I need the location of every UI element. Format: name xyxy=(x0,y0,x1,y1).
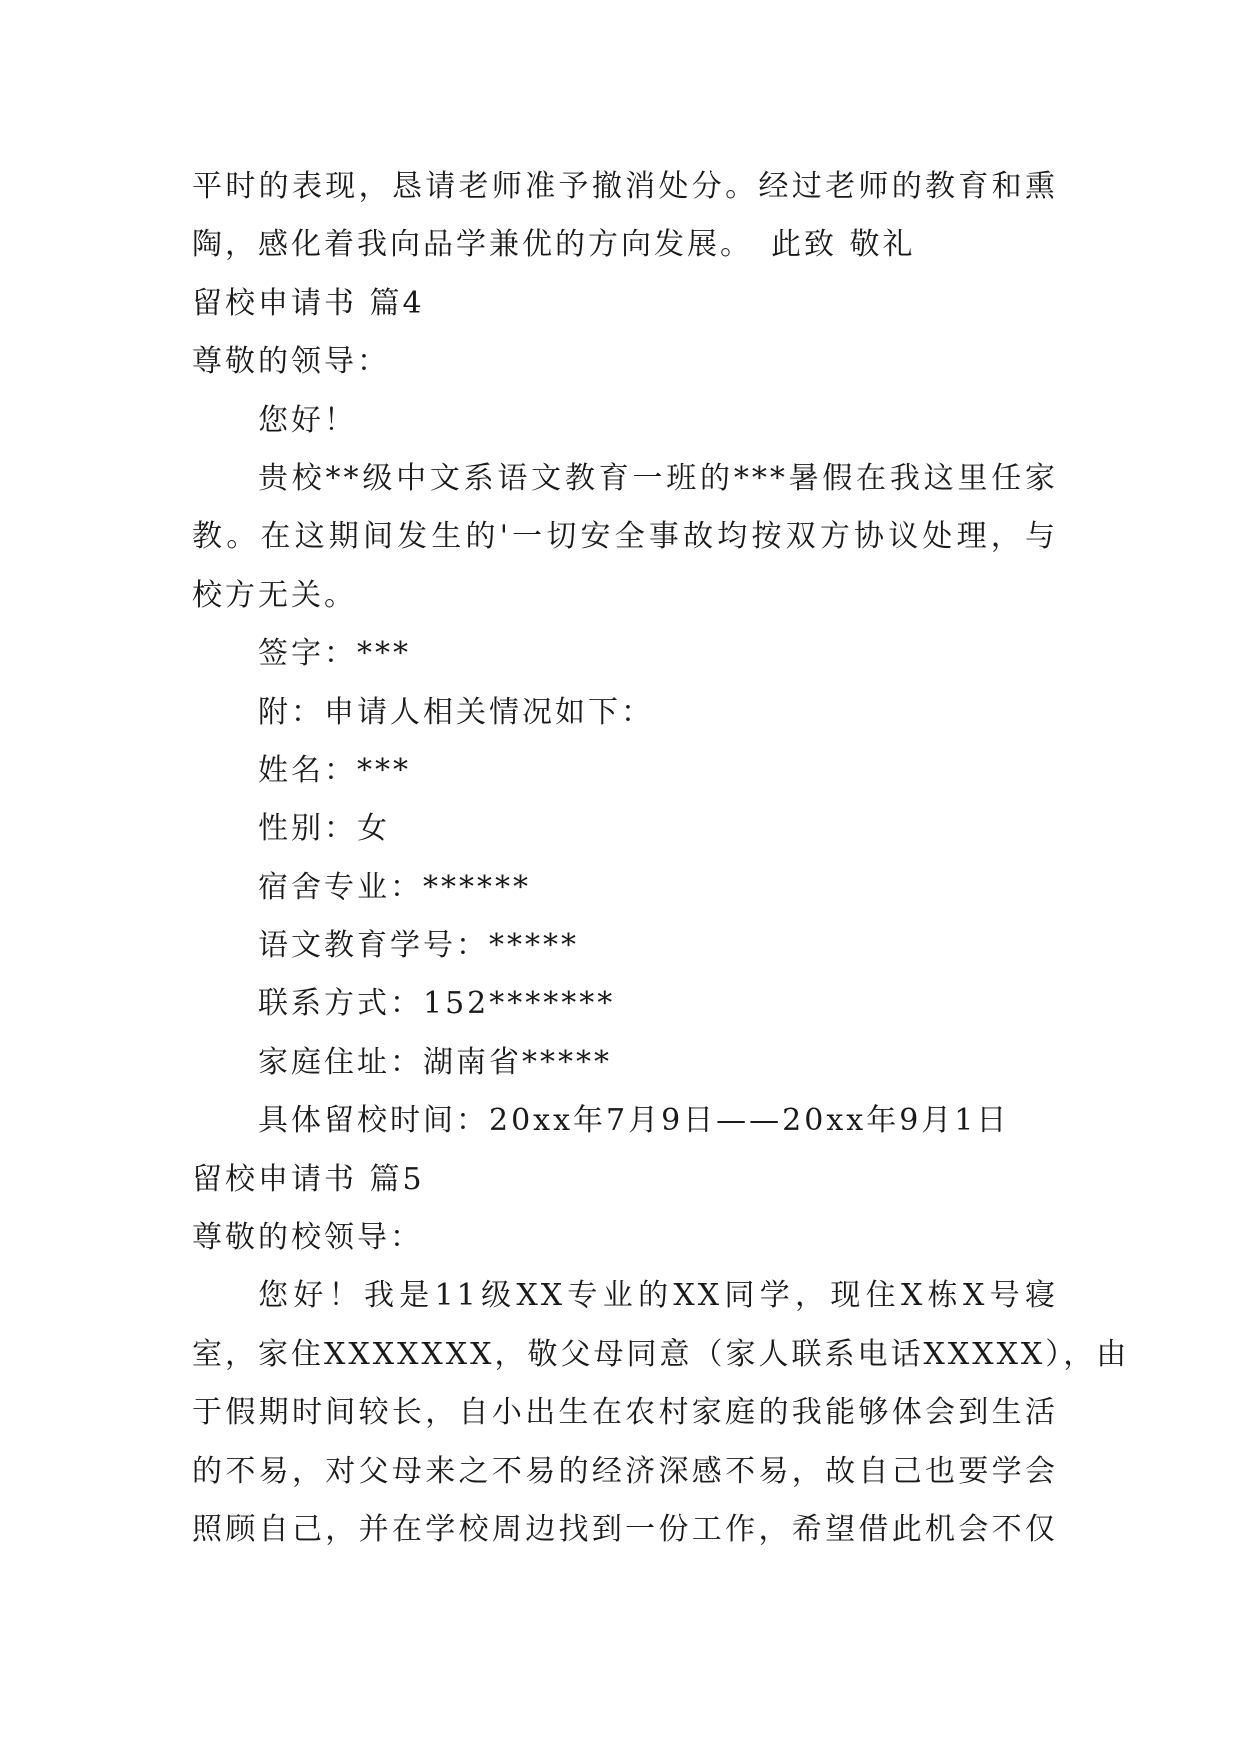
salutation: 尊敬的校领导： xyxy=(192,1220,423,1256)
text-line: 姓名：*** xyxy=(258,752,411,788)
text-line: 照顾自己，并在学校周边找到一份工作，希望借此机会不仅 xyxy=(192,1511,1058,1547)
section-heading: 留校申请书 篇4 xyxy=(192,285,425,321)
text-line: 陶，感化着我向品学兼优的方向发展。 此致 敬礼 xyxy=(192,227,916,263)
text-line: 贵校**级中文系语文教育一班的***暑假在我这里任家 xyxy=(258,460,1058,496)
text-line: 室，家住XXXXXXX，敬父母同意（家人联系电话XXXXX），由 xyxy=(192,1336,1130,1372)
document-body xyxy=(192,158,1130,1559)
text-line: 性别：女 xyxy=(258,811,390,847)
text-line: 于假期时间较长，自小出生在农村家庭的我能够体会到生活 xyxy=(192,1395,1058,1431)
text-line: 宿舍专业：****** xyxy=(258,869,531,905)
text-line: 具体留校时间：20xx年7月9日——20xx年9月1日 xyxy=(258,1103,1010,1139)
text-line: 的不易，对父母来之不易的经济深感不易，故自己也要学会 xyxy=(192,1453,1058,1489)
text-line: 联系方式：152******* xyxy=(258,986,616,1022)
text-line: 平时的表现，恳请老师准予撤消处分。经过老师的教育和熏 xyxy=(192,169,1058,204)
text-line: 语文教育学号：***** xyxy=(258,928,579,964)
text-line: 校方无关。 xyxy=(192,577,357,613)
text-line: 您好！我是11级XX专业的XX同学，现住X栋X号寝 xyxy=(258,1278,1058,1314)
text-line: 签字：*** xyxy=(258,636,411,672)
text-line: 附：申请人相关情况如下： xyxy=(258,694,654,730)
text-line: 家庭住址：湖南省***** xyxy=(258,1044,612,1080)
text-line: 教。在这期间发生的'一切安全事故均按双方协议处理，与 xyxy=(192,519,1058,555)
text-line: 您好！ xyxy=(258,402,357,438)
section-heading: 留校申请书 篇5 xyxy=(192,1161,425,1197)
salutation: 尊敬的领导： xyxy=(192,344,390,380)
